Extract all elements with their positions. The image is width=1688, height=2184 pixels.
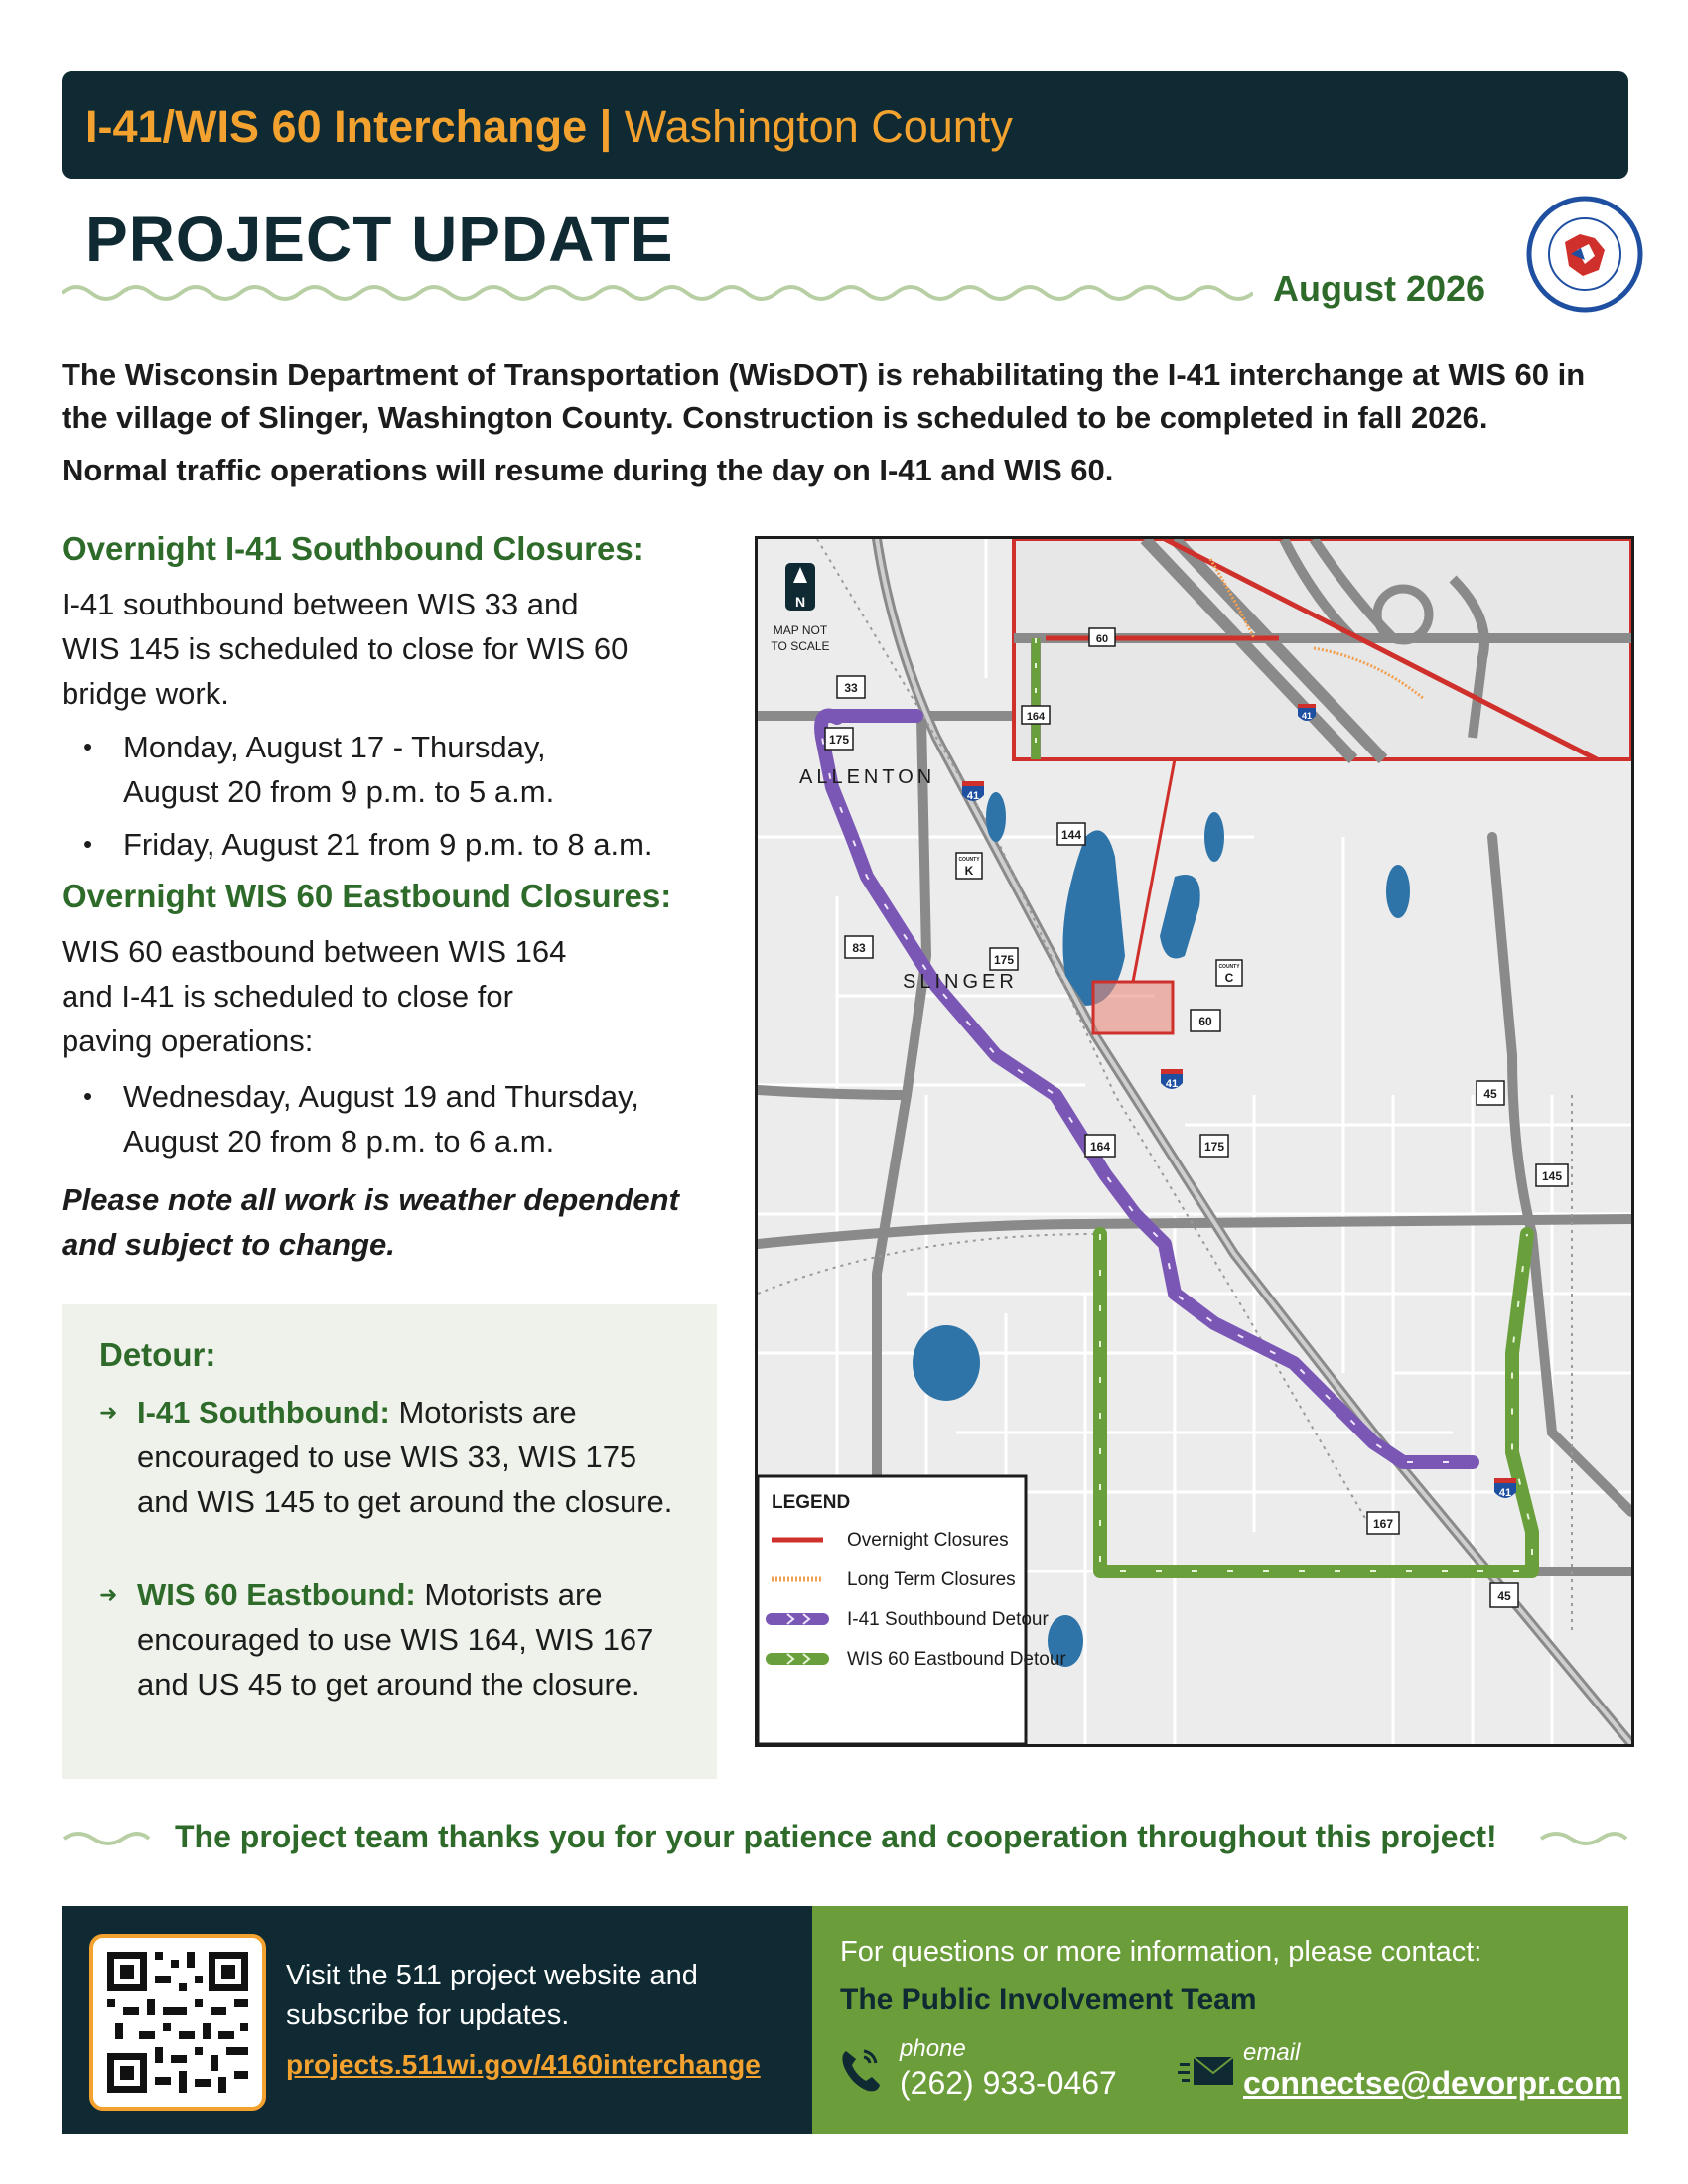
detour-text: Motorists are encouraged to use WIS 33, WIS 175 and WIS 145 to get around the closure. [137,1395,673,1519]
legend-item: WIS 60 Eastbound Detour [847,1649,1066,1670]
svg-text:41: 41 [1165,1078,1179,1090]
shield-county-c [1216,960,1242,986]
svg-text:COUNTY: COUNTY [1218,964,1240,970]
svg-text:164: 164 [1089,1140,1111,1154]
shield-164-inset [1022,706,1050,724]
svg-text:33: 33 [844,681,858,695]
wave-left [62,1829,151,1848]
svg-text:164: 164 [1026,711,1046,723]
shield-33 [837,676,865,698]
shield-175 [990,948,1018,970]
svg-text:45: 45 [1483,1087,1497,1101]
shield-175 [825,728,853,750]
arrow-right-icon: ➜ [99,1400,118,1425]
intro-text [62,353,1630,491]
shield-164 [1085,1135,1115,1157]
bullet-line: • Monday, August 17 - Thursday, [123,730,546,764]
issue-date: August 2026 [1273,268,1486,309]
intro-paragraph-2: Normal traffic operations will resume during the day on I-41 and WIS 60. [62,453,1114,487]
shield-county-k [956,853,982,879]
svg-text:175: 175 [828,733,850,747]
bullet-line: August 20 from 8 p.m. to 6 a.m. [123,1124,555,1159]
legend-item: I-41 Southbound Detour [847,1609,1049,1630]
map-legend [758,1476,1066,1744]
intro-paragraph: The Wisconsin Department of Transportation (WisDOT) is rehabilitating the I-41 interchange at WIS 60 in the village of Slinger, Washington County. Construction is scheduled to be completed in fall 2026. [62,357,1586,435]
page-title: PROJECT UPDATE [85,204,674,275]
bullet-line: • Friday, August 21 from 9 p.m. to 8 a.m. [123,827,653,862]
body-line: I-41 southbound between WIS 33 and [62,587,579,621]
footer-contact-panel [812,1906,1628,2134]
thanks-text: The project team thanks you for your patience and cooperation throughout this project! [175,1819,1497,1854]
wisdot-logo [1525,195,1644,314]
note-line: and subject to change. [62,1227,395,1262]
detour-heading: Detour: [99,1336,216,1373]
body-line: and I-41 is scheduled to close for [62,979,513,1014]
note-line: Please note all work is weather dependent [62,1182,679,1217]
svg-text:41: 41 [1301,711,1313,721]
phone-icon [838,2045,882,2095]
svg-text:45: 45 [1497,1589,1511,1603]
email-icon [1178,2053,1235,2089]
body-line: WIS 145 is scheduled to close for WIS 60 [62,631,629,666]
legend-item: Overnight Closures [847,1530,1009,1551]
shield-144 [1057,823,1085,845]
legend-item: Long Term Closures [847,1570,1016,1590]
sb-bullet-1 [62,725,554,814]
bullet-line: • Wednesday, August 19 and Thursday, [123,1079,639,1114]
qr-code[interactable] [89,1934,266,2111]
eb-closures-body [62,929,737,1063]
header-banner [62,71,1628,179]
footer-website-panel [62,1906,812,2134]
eb-bullet-1 [62,1074,639,1163]
detour-item-sb [99,1390,673,1524]
svg-text:167: 167 [1372,1517,1394,1531]
scale-note-line: TO SCALE [771,639,830,653]
shield-i41-inset [1298,704,1316,721]
body-line: paving operations: [62,1024,314,1058]
shield-i41 [1161,1069,1183,1090]
header-title: I-41/WIS 60 Interchange | Washington County [85,101,1013,152]
svg-text:COUNTY: COUNTY [958,857,980,863]
detour-item-eb [99,1572,673,1706]
shield-145 [1536,1164,1568,1186]
svg-text:145: 145 [1541,1169,1563,1183]
wave-divider [62,280,1253,306]
shield-167 [1367,1512,1399,1534]
shield-60 [1191,1010,1220,1031]
sb-closures-body [62,582,737,716]
place-allenton: ALLENTON [799,766,936,788]
svg-text:144: 144 [1060,828,1082,842]
body-line: bridge work. [62,676,229,711]
visit-text: Visit the 511 project website and subscribe for updates. [286,1960,698,2031]
north-label: N [794,594,806,610]
project-website-link[interactable]: projects.511wi.gov/4160interchange [286,2049,761,2080]
shield-60-inset [1089,628,1115,646]
svg-text:41: 41 [1498,1487,1512,1499]
arrow-right-icon: ➜ [99,1582,118,1607]
detour-text: Motorists are encouraged to use WIS 164, WIS 167 and US 45 to get around the closure. [137,1577,654,1702]
eb-detour-chevrons [1100,1234,1532,1571]
detour-label: WIS 60 Eastbound: [137,1577,416,1612]
eb-closures-heading: Overnight WIS 60 Eastbound Closures: [62,878,672,914]
thanks-line [62,1819,1628,1862]
phone-label: phone [900,2035,966,2062]
svg-text:C: C [1224,971,1234,985]
shield-83 [845,936,873,958]
svg-text:175: 175 [1203,1140,1225,1154]
eb-detour-route [1100,1234,1532,1571]
interchange-highlight [1093,982,1173,1033]
shield-i41 [1494,1478,1516,1499]
bullet-line: August 20 from 9 p.m. to 5 a.m. [123,774,555,809]
email-label: email [1243,2039,1301,2066]
shield-175 [1200,1135,1228,1157]
email-link[interactable]: connectse@devorpr.com [1243,2065,1622,2101]
phone-number[interactable]: (262) 933-0467 [900,2065,1117,2101]
body-line: WIS 60 eastbound between WIS 164 [62,934,567,969]
wave-right [1539,1829,1628,1848]
inset-map [1014,539,1631,759]
weather-note [62,1177,737,1267]
sb-bullet-2 [62,822,653,867]
svg-text:60: 60 [1198,1015,1212,1028]
detour-box [62,1304,717,1779]
sb-closures-heading: Overnight I-41 Southbound Closures: [62,530,644,567]
place-slinger: SLINGER [903,971,1018,993]
legend-title: LEGEND [772,1492,851,1513]
detour-label: I-41 Southbound: [137,1395,390,1430]
svg-text:60: 60 [1095,633,1109,645]
detour-map [755,536,1634,1747]
svg-text:175: 175 [993,953,1015,967]
svg-text:41: 41 [966,790,980,802]
svg-text:K: K [964,864,974,878]
shield-45 [1490,1583,1518,1607]
svg-text:83: 83 [852,941,866,955]
contact-intro: For questions or more information, please contact: [840,1936,1482,1968]
shield-45 [1477,1081,1504,1105]
contact-team: The Public Involvement Team [840,1983,1257,2016]
scale-note-line: MAP NOT [773,623,828,637]
